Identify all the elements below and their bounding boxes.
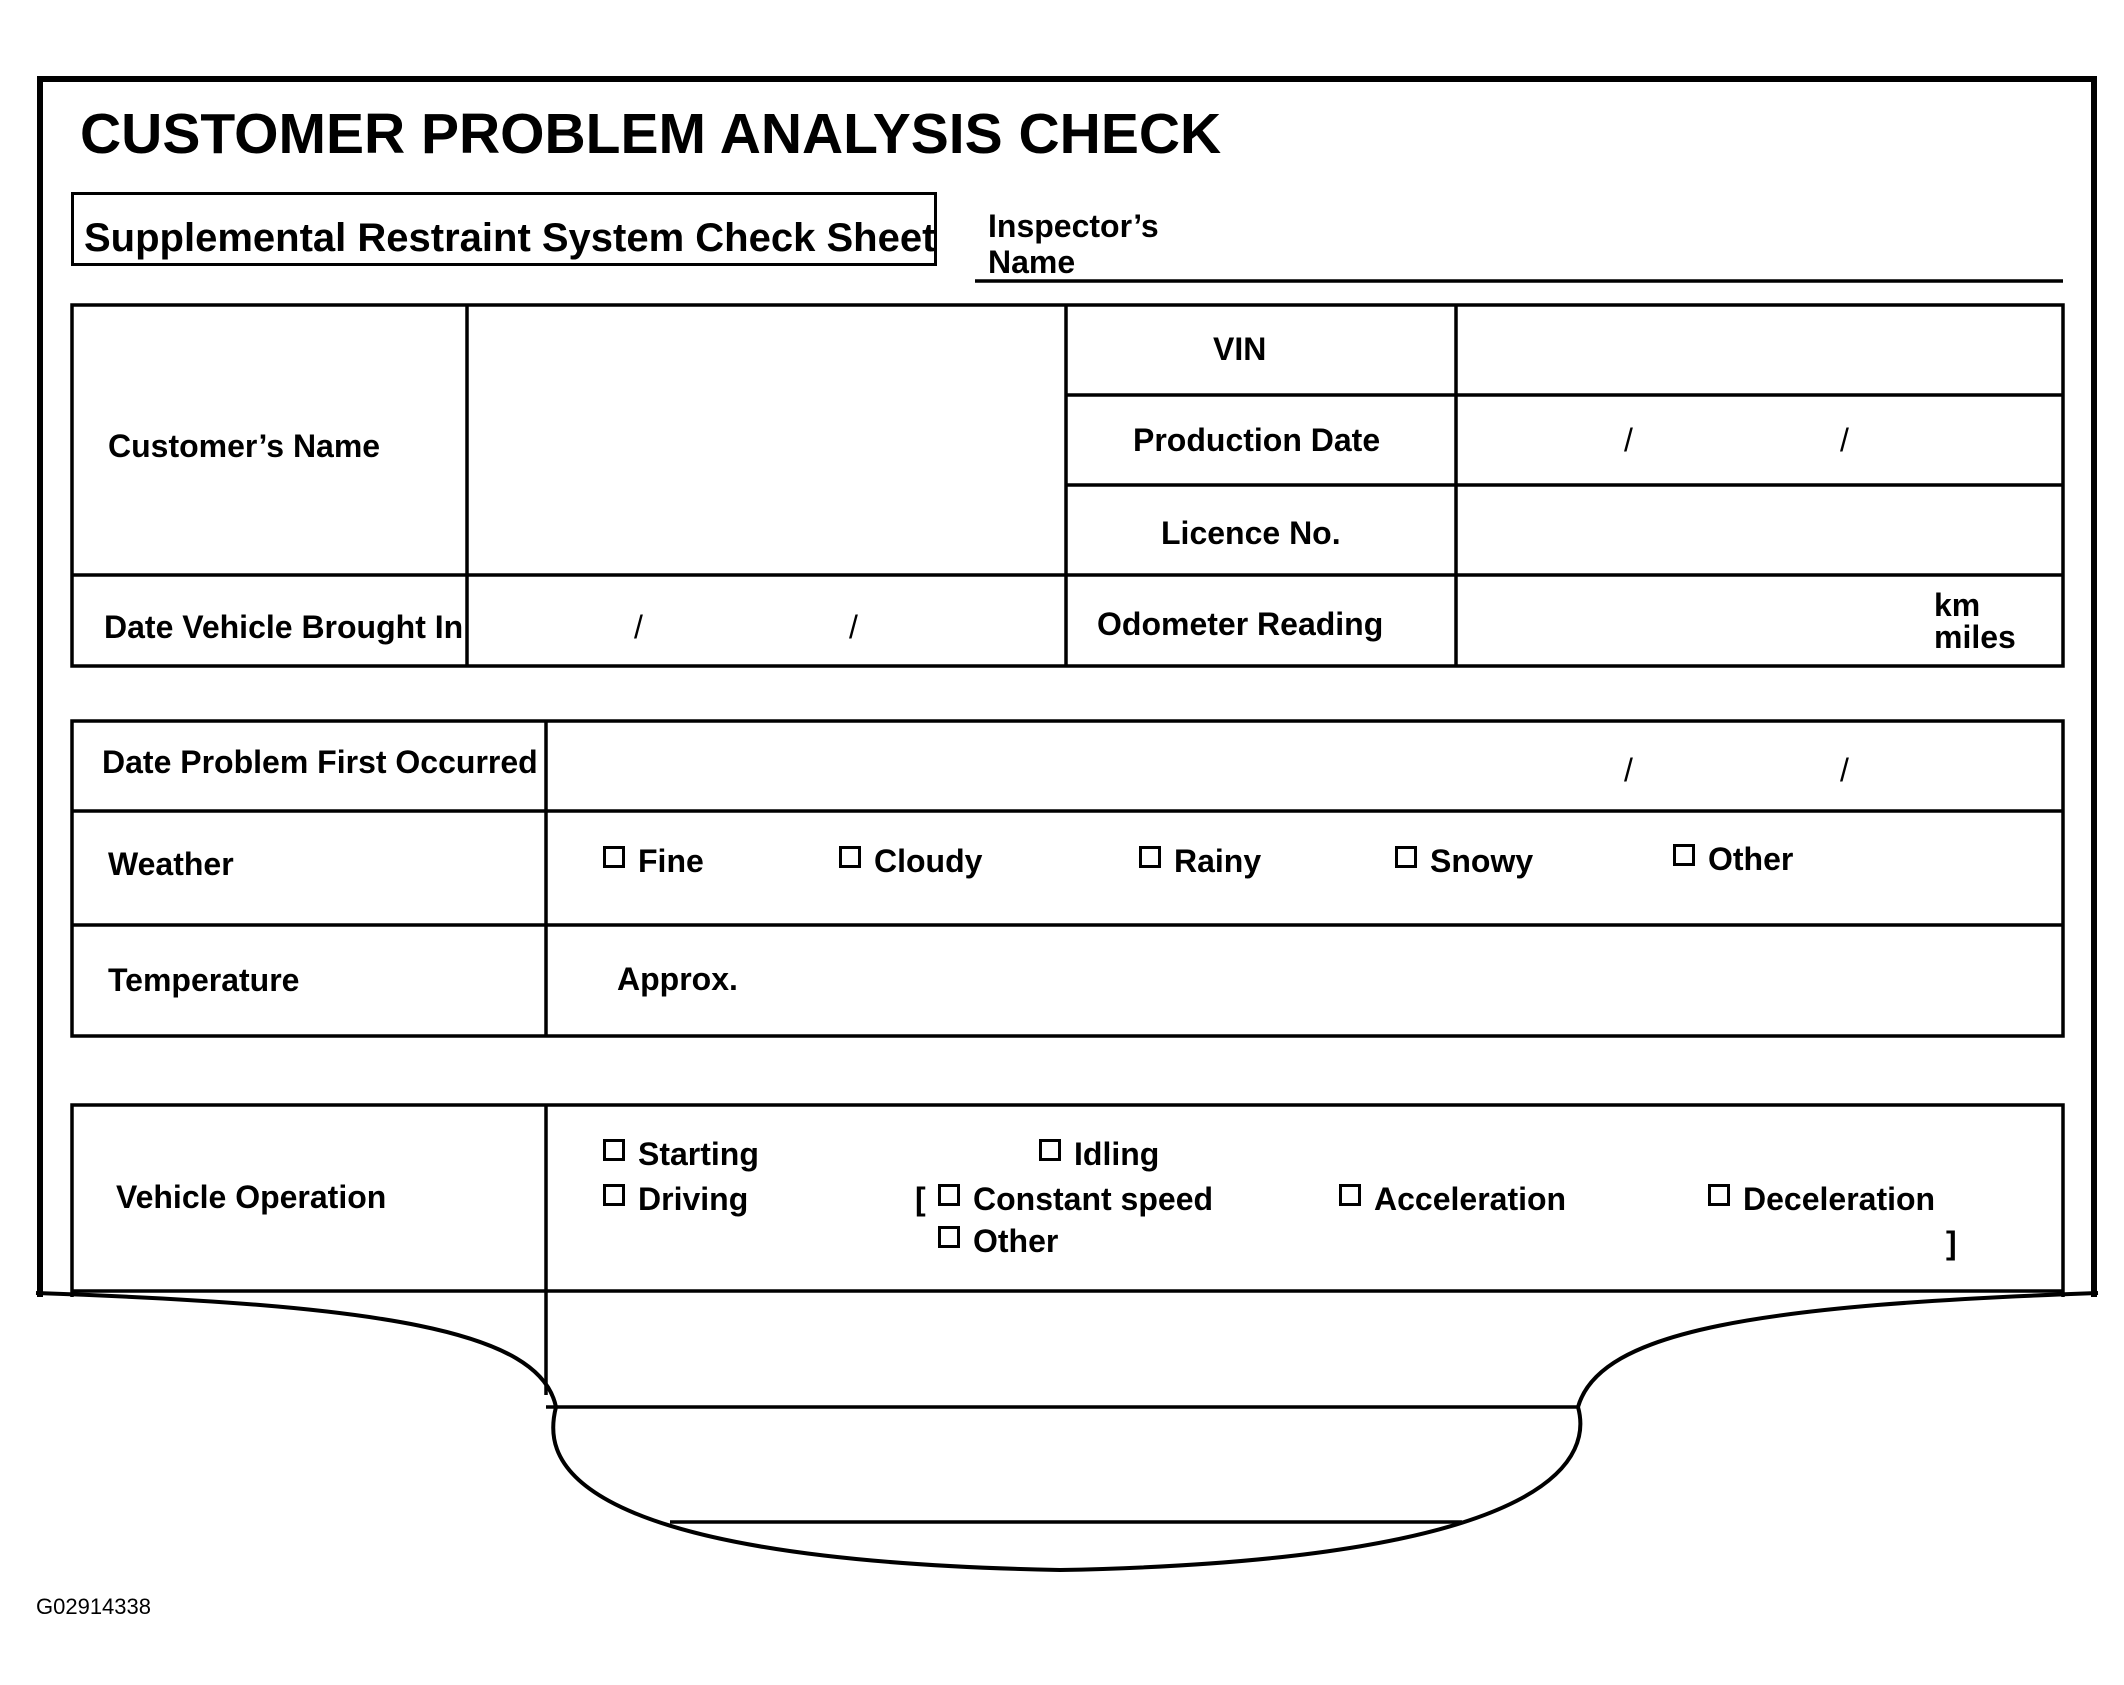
operation-acceleration-checkbox[interactable] <box>1339 1184 1361 1206</box>
operation-acceleration-label: Acceleration <box>1374 1181 1567 1217</box>
figure-code: G02914338 <box>36 1594 151 1619</box>
operation-idling-checkbox[interactable] <box>1039 1139 1061 1161</box>
weather-snowy-checkbox[interactable] <box>1395 846 1417 868</box>
weather-label: Weather <box>108 846 234 882</box>
date-separator: / <box>1624 422 1633 458</box>
date-first-occurred-label: Date Problem First Occurred <box>102 744 538 780</box>
weather-fine-checkbox[interactable] <box>603 846 625 868</box>
form-title: CUSTOMER PROBLEM ANALYSIS CHECK <box>80 102 1222 166</box>
operation-starting-label: Starting <box>638 1136 759 1172</box>
temperature-approx-label: Approx. <box>617 961 738 997</box>
operation-idling-label: Idling <box>1074 1136 1160 1172</box>
odometer-field[interactable] <box>1459 578 1919 664</box>
customer-name-field[interactable] <box>470 308 1064 573</box>
date-separator: / <box>1624 752 1633 788</box>
bracket-open: [ <box>915 1181 926 1217</box>
odometer-unit-miles: miles <box>1934 619 2016 655</box>
torn-edge-curve <box>36 1293 2098 1570</box>
inspector-label-line1: Inspector’s <box>988 208 1159 244</box>
date-first-occurred-field[interactable] <box>549 724 2061 809</box>
operation-other-checkbox[interactable] <box>938 1226 960 1248</box>
date-brought-in-field[interactable] <box>470 578 1064 664</box>
date-separator: / <box>1840 752 1849 788</box>
vin-label: VIN <box>1213 331 1267 367</box>
vin-field[interactable] <box>1459 308 2061 393</box>
operation-starting-checkbox[interactable] <box>603 1139 625 1161</box>
operation-deceleration-checkbox[interactable] <box>1708 1184 1730 1206</box>
licence-no-field[interactable] <box>1459 488 2061 573</box>
operation-constant-speed-checkbox[interactable] <box>938 1184 960 1206</box>
weather-cloudy-checkbox[interactable] <box>839 846 861 868</box>
temperature-field[interactable] <box>760 928 2060 1023</box>
date-brought-in-label: Date Vehicle Brought In <box>104 609 464 645</box>
weather-cloudy-label: Cloudy <box>874 843 983 879</box>
customer-name-label: Customer’s Name <box>108 428 381 464</box>
operation-constant-speed-label: Constant speed <box>973 1181 1214 1217</box>
odometer-unit-km: km <box>1934 587 1981 623</box>
weather-rainy-checkbox[interactable] <box>1139 846 1161 868</box>
temperature-label: Temperature <box>108 962 300 998</box>
vehicle-operation-label: Vehicle Operation <box>116 1179 387 1215</box>
operation-other-label: Other <box>973 1223 1059 1259</box>
production-date-field[interactable] <box>1459 398 2061 483</box>
sheet-label: Supplemental Restraint System Check Sheet <box>84 216 936 260</box>
weather-other-label: Other <box>1708 841 1794 877</box>
licence-no-label: Licence No. <box>1161 515 1341 551</box>
inspector-label-line2: Name <box>988 244 1076 280</box>
operation-driving-label: Driving <box>638 1181 749 1217</box>
date-separator: / <box>634 609 643 645</box>
date-separator: / <box>849 609 858 645</box>
bracket-close: ] <box>1946 1225 1957 1261</box>
date-separator: / <box>1840 422 1849 458</box>
operation-deceleration-label: Deceleration <box>1743 1181 1936 1217</box>
weather-other-checkbox[interactable] <box>1673 844 1695 866</box>
weather-snowy-label: Snowy <box>1430 843 1534 879</box>
weather-rainy-label: Rainy <box>1174 843 1262 879</box>
odometer-label: Odometer Reading <box>1097 606 1384 642</box>
weather-fine-label: Fine <box>638 843 704 879</box>
inspector-name-field[interactable] <box>1180 228 2060 274</box>
operation-driving-checkbox[interactable] <box>603 1184 625 1206</box>
production-date-label: Production Date <box>1133 422 1381 458</box>
